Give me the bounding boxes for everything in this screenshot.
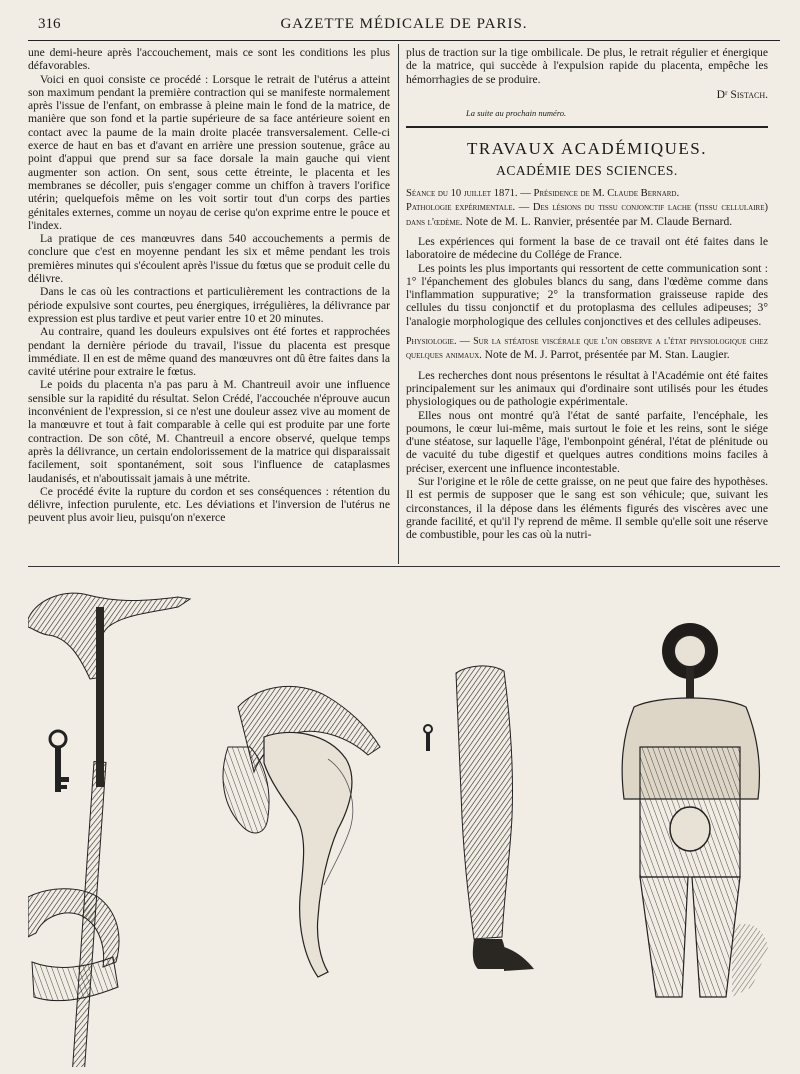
leg-figure-illustration [223,686,380,977]
communication-heading [406,200,768,229]
seance-line: Séance du 10 juillet 1871. — Présidence de M. Claude Bernard. [406,188,680,200]
illustration-plate [28,566,780,1067]
paragraph: Les points les plus importants qui ressortent de cette communication sont : 1° l'épanchement des globules blancs du sang, dans l'œdème comme dans l'inflammation suppurative; 2° la transformation graisseuse rapide des cellules du tissu conjonctif et du protoplasma des cellules adipeuses; 3° l'analogie morphologique des cellules conjonctives et des cellules adipeuses. [406,261,768,328]
column-divider [398,44,399,564]
paragraph: Ce procédé évite la rupture du cordon et ses conséquences : rétention du délivre, infection purulente, etc. Les déviations et l'inversion de l'utérus ne peuvent plus avoir lieu, puisqu'on n'exerce [28,484,390,525]
paragraph: Sur l'origine et le rôle de cette graisse, on ne peut que faire des hypothèses. Il est permis de supposer que le sang est son véhicule; que, suivant les circonstances, il la dépose dans les éléments figurés des viscères avec une grande facilité, et qu'il l'y reprend de même. Il semble qu'elle soit une réserve de combustible, pour les cas où la nutri- [406,475,768,542]
communication-1 [406,200,768,328]
heading-tail: Note de M. J. Parrot, présentée par M. Stan. Laugier. [481,348,730,362]
left-column [28,46,390,525]
paragraph: Les recherches dont nous présentons le résultat à l'Académie ont été faites principalement sur les animaux qui d'ordinaire sont utilisés pour les études physiologiques ou de pathologie expérimentale. [406,368,768,409]
heading-tail: Note de M. L. Ranvier, présentée par M. Claude Bernard. [462,214,733,228]
author-signature: Dʳ Sistach. [716,87,768,101]
page-header [28,12,780,41]
paragraph: Voici en quoi consiste ce procédé : Lorsque le retrait de l'utérus a atteint son maximum pendant la première contraction qui se manifeste normalement après l'issue de l'enfant, on embrasse à pleine main le fond de la matrice, de manière que son fond et la partie supérieure de sa face antérieure soient en contact avec la paume de la main droite placée transversalement. Celle-ci exerce de haut en bas et d'avant en arrière une pression soutenue, grâce au point d'appui que prend sur sa face dorsale la main gauche qui vient augmenter son action. On sent, sous cette étreinte, le placenta et les membranes se décoller, puis s'engager comme un chiffon à travers l'orifice utérin; quelquefois même on les voit sortir tout d'un corps des parties génitales externes, comme un noyau de cerise qu'on exprime entre le pouce et l'index. [28,72,390,232]
paragraph: Elles nous ont montré qu'à l'état de santé parfaite, l'encéphale, les poumons, le cœur lui-même, mais surtout le foie et les reins, sont le siége d'une stéatose, sur laquelle l'âge, l'embonpoint général, l'état de plénitude ou de vacuité du tube digestif et quelques autres conditions moins faciles à préciser, exercent une influence incontestable. [406,408,768,475]
right-column [406,46,768,548]
subsection-title: ACADÉMIE DES SCIENCES. [496,162,678,178]
communication-2 [406,334,768,541]
academic-section [406,126,768,541]
heading-text: Pathologie expérimentale. — Des lésions du tissu conjonctif lache (tissu cellulaire) dans l'œdème. [406,202,768,228]
engravings [28,567,780,1067]
brace-illustration [28,593,190,1067]
heading-text: Physiologie. — Sur la stéatose viscérale que l'on observe a l'état physiologique chez quelques animaux. [406,336,768,362]
paragraph: La pratique de ces manœuvres dans 540 accouchements a permis de conclure que c'est en moyenne pendant les six et même pendant les trois premières minutes qui s'écoulent après l'issue du fœtus que se produit celle du délivre. [28,232,390,286]
body-apparatus-illustration [622,623,768,997]
paragraph: Au contraire, quand les douleurs expulsives ont été fortes et rapprochées pendant la dernière période du travail, l'issue du placenta est presque immédiate. Il en est de même quand des manœuvres ont dû être faites dans la cavité utérine pour extraire le fœtus. [28,325,390,379]
paragraph: plus de traction sur la tige ombilicale. De plus, le retrait régulier et énergique de la matrice, qui succède à l'expulsion rapide du placenta, empêche les hémorrhagies de se produire. [406,46,768,86]
leg-splint-illustration [424,666,534,971]
section-title: TRAVAUX ACADÉMIQUES. [466,139,707,159]
masthead-title: GAZETTE MÉDICALE DE PARIS. [280,16,528,32]
paragraph: Le poids du placenta n'a pas paru à M. Chantreuil avoir une influence sensible sur la rapidité du résultat. Selon Crédé, l'accouchée n'éprouve aucun inconvénient de l'expression, si ce n'est une douleur assez vive au moment de la manœuvre et tout à fait comparable à celle qui est produite par une forte contraction. De son côté, M. Chantreuil a encore observé, quelque temps après la délivrance, un certain endolorissement de la matrice qui disparaissait facilement, soit spontanément, soit sous l'influence de cataplasmes laudanisés, et n'aboutissait jamais à une métrite. [28,378,390,485]
continuation-note: La suite au prochain numéro. [466,108,567,119]
paragraph: Dans le cas où les contractions et particulièrement les contractions de la période expulsive sont courtes, peu énergiques, irrégulières, la délivrance par expression est plus tardive et peut varier entre 10 et 20 minutes. [28,285,390,325]
page-number: 316 [38,16,61,32]
communication-heading [406,334,768,363]
paragraph: Les expériences qui forment la base de ce travail ont été faites dans le laboratoire de médecine du Collége de France. [406,234,768,262]
paragraph: une demi-heure après l'accouchement, mais ce sont les conditions les plus défavorables. [28,46,390,73]
